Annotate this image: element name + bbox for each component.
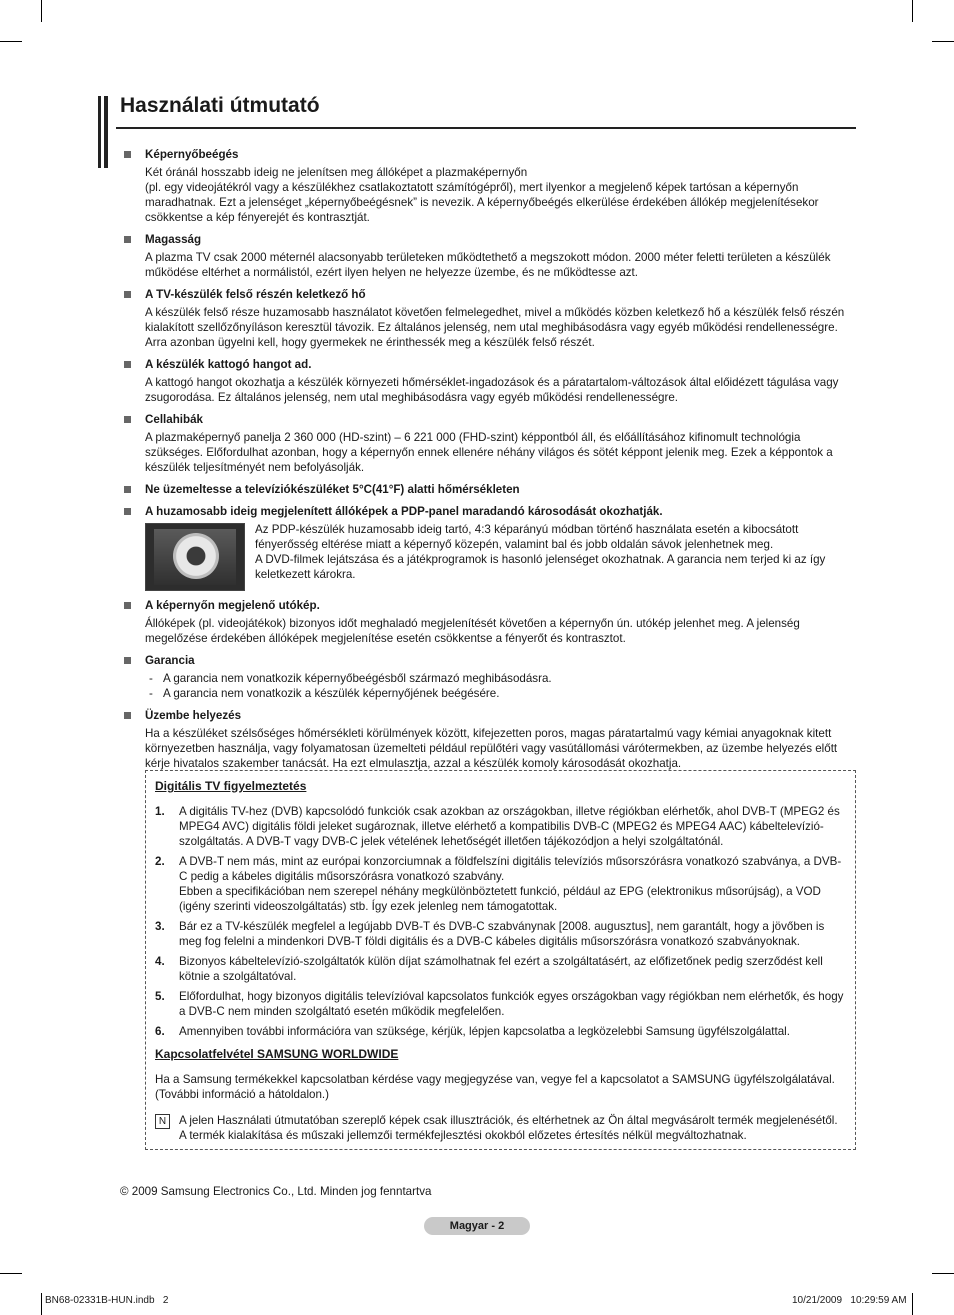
- numbered-item: [155, 989, 847, 1019]
- section-heading: Képernyőbeégés: [145, 148, 239, 161]
- note: [155, 1113, 847, 1143]
- item-body: [179, 919, 847, 949]
- section-text: A készülék felső része huzamosabb használatot követően felmelegedhet, mivel a működés közben keletkező hő a készülék felső részén kialakított szellőzőnyíláson keresztül távozik. Ez általános jelenség, nem utal meghibásodásra vagy egyéb működési rendellenességre. Arra azonban ügyelni kell, hogy gyermekek ne érinthessék meg a készülék felső részét.: [145, 306, 845, 349]
- crop-mark: [0, 41, 22, 42]
- crop-mark: [41, 0, 42, 22]
- section-altitude: [120, 232, 856, 280]
- item-number: 5.: [155, 990, 165, 1003]
- section-heading: Ne üzemeltesse a televíziókészüléket 5°C(41°F) alatti hőmérsékleten: [145, 483, 520, 496]
- square-bullet-icon: [124, 602, 131, 609]
- page-number-badge: Magyar - 2: [424, 1217, 530, 1235]
- item-body: [179, 854, 847, 914]
- section-text: Ha a készüléket szélsőséges hőmérsékleti körülmények között, kifejezetten poros, magas páratartalmú vagy kémiai anyagoknak kitett környezetben használja, vagy folyamatosan üzemelteti például repülőtéri vagy vasútállomási várótermekben, az üzembe helyezés előtt kérje hivatalos szakember tanácsát. Ha ezt elmulasztja, azzal a készülék komoly károsodását okozhatja.: [145, 727, 838, 770]
- section-text: A plazma TV csak 2000 méternél alacsonyabb területeken működtethető a megszokott módon. 2000 méter feletti területen a készülék működése eltérhet a normálistól, ezért ilyen helyen ne helyezze üzembe, és ne működtesse azt.: [145, 251, 831, 279]
- crop-mark: [912, 1293, 913, 1315]
- dash-bullet: -: [149, 687, 153, 700]
- square-bullet-icon: [124, 508, 131, 515]
- item-text: Ebben a specifikációban nem szerepel néhány megkülönböztetett funkció, például az EPG (elektronikus műsorújság), a VOD (igény szerinti videoszolgáltatás) stb. Így ezek jelenleg nem támogatottak.: [179, 885, 821, 913]
- content: [120, 147, 856, 1150]
- list-item-text: A garancia nem vonatkozik képernyőbeégésből származó meghibásodásra.: [163, 672, 552, 685]
- print-file-info: BN68-02331B-HUN.indb 2: [45, 1295, 169, 1306]
- section-body: [145, 375, 856, 405]
- box-heading: Digitális TV figyelmeztetés: [155, 779, 307, 793]
- section-temperature: [120, 482, 856, 497]
- section-heading: Garancia: [145, 654, 195, 667]
- numbered-item: [155, 919, 847, 949]
- title-accent-bar: [104, 96, 108, 168]
- section-text: Két óránál hosszabb ideig ne jelenítsen meg állóképet a plazmaképernyőn: [145, 166, 528, 179]
- section-body: [145, 726, 856, 771]
- tv-screen-picture: [154, 529, 236, 585]
- item-number: 1.: [155, 805, 165, 818]
- item-body: [179, 954, 847, 984]
- crop-mark: [0, 1273, 22, 1274]
- item-number: 4.: [155, 955, 165, 968]
- dash-bullet: -: [149, 672, 153, 685]
- item-text: Előfordulhat, hogy bizonyos digitális televízióval kapcsolatos funkciók egyes országokban vagy régiókban nem elérhetők, és hogy a DVB-C nem minden szolgáltató esetén működik megfelelően.: [179, 990, 844, 1018]
- title-accent-bar: [98, 96, 101, 168]
- list-item: [145, 686, 856, 701]
- crop-mark: [912, 0, 913, 22]
- section-text: Állóképek (pl. videojátékok) bizonyos időt meghaladó megjelenítését követően a képernyőn ún. utókép jelenhet meg. A jelenség megelőzése érdekében állóképek megjelenítése esetén csökkentse a fényerőt és kontrasztot.: [145, 617, 800, 645]
- section-heading: A TV-készülék felső részén keletkező hő: [145, 288, 366, 301]
- list-item: [145, 671, 856, 686]
- section-body: [145, 305, 856, 350]
- crop-mark: [932, 41, 954, 42]
- section-afterimage: [120, 598, 856, 646]
- square-bullet-icon: [124, 291, 131, 298]
- print-timestamp: 10/21/2009 10:29:59 AM: [792, 1295, 907, 1306]
- section-heading: A képernyőn megjelenő utókép.: [145, 599, 320, 612]
- section-heading: A huzamosabb ideig megjelenített állóképek a PDP-panel maradandó károsodását okozhatják.: [145, 505, 663, 518]
- section-heading: A készülék kattogó hangot ad.: [145, 358, 312, 371]
- item-text: A digitális TV-hez (DVB) kapcsolódó funkciók csak azokban az országokban, illetve régiókban elérhetők, ahol DVB-T (MPEG2 és MPEG4 AVC) digitális földi jeleket sugároznak, illetve elérhető a kompatibilis DVB-C (MPEG2 és MPEG4 AAC) kábeltelevízió-szolgáltatás. A DVB-T vagy DVB-C jelek vételének lehetőségét illetően tájékozódjon a helyi szolgáltatónál.: [179, 805, 840, 848]
- square-bullet-icon: [124, 151, 131, 158]
- dtv-notice-box: [145, 770, 856, 1150]
- contact-text: Ha a Samsung termékekkel kapcsolatban kérdése vagy megjegyzése van, vegye fel a kapcsolatot a SAMSUNG ügyfélszolgálatával. (További információ a hátoldalon.): [155, 1073, 835, 1101]
- crop-mark: [41, 1293, 42, 1315]
- item-text: A DVB-T nem más, mint az európai konzorciumnak a földfelszíni digitális televíziós műsorszórásra vonatkozó szabványa, a DVB-C pedig a kábeles digitális műsorszórásra vonatkozó szabvány.: [179, 855, 842, 883]
- square-bullet-icon: [124, 236, 131, 243]
- title-rule: [116, 127, 856, 129]
- square-bullet-icon: [124, 712, 131, 719]
- contact-heading: Kapcsolatfelvétel SAMSUNG WORLDWIDE: [155, 1047, 399, 1061]
- image-row: [145, 522, 856, 591]
- section-heading: Magasság: [145, 233, 202, 246]
- numbered-item: [155, 854, 847, 914]
- crop-mark: [932, 1273, 954, 1274]
- section-body: [145, 616, 856, 646]
- square-bullet-icon: [124, 361, 131, 368]
- numbered-item: [155, 1024, 847, 1039]
- section-still-images: [120, 504, 856, 591]
- section-text: A plazmaképernyő panelja 2 360 000 (HD-szint) – 6 221 000 (FHD-szint) képpontból áll, és előállításához kifinomult technológia szükséges. Előfordulhat azonban, hogy a képernyőn ennek ellenére néhány világos és sötét képpont jelenik meg. Ezek a képpontok a készülék teljesítményét nem befolyásolják.: [145, 431, 833, 474]
- section-text: (pl. egy videojátékról vagy a készülékhez csatlakoztatott számítógépről), mert ilyenkor a megjelenő képek tartósan a képernyőn maradhatnak. Ezt a jelenséget „képernyőbeégésnek” is nevezik. A képernyőbeégés elkerülése érdekében állókép megjelenítésekor csökkentse a kép fényerejét és kontrasztját.: [145, 181, 819, 224]
- section-body: [145, 430, 856, 475]
- item-body: [179, 989, 847, 1019]
- section-body: [145, 250, 856, 280]
- item-text: Amennyiben további információra van szüksége, kérjük, lépjen kapcsolatba a legközelebbi Samsung ügyfélszolgálattal.: [179, 1025, 790, 1038]
- item-text: Bizonyos kábeltelevízió-szolgáltatók külön díjat számolhatnak fel ezért a szolgáltatásért, az előfizetőnek pedig szerződést kell kötnie a szolgáltatóval.: [179, 955, 823, 983]
- list-item-text: A garancia nem vonatkozik a készülék képernyőjének beégésére.: [163, 687, 500, 700]
- image-caption: [255, 522, 856, 591]
- numbered-item: [155, 954, 847, 984]
- note-text: A jelen Használati útmutatóban szereplő képek csak illusztrációk, és eltérhetnek az Ön által megvásárolt termék megjelenésétől. A termék kialakítása és műszaki jellemzői termékfejlesztési okokból előzetes értesítés nélkül megváltozhatnak.: [179, 1114, 838, 1142]
- section-heading: Cellahibák: [145, 413, 203, 426]
- square-bullet-icon: [124, 486, 131, 493]
- flower-image: [173, 533, 219, 579]
- section-heading: Üzembe helyezés: [145, 709, 242, 722]
- item-number: 2.: [155, 855, 165, 868]
- square-bullet-icon: [124, 416, 131, 423]
- section-text: A kattogó hangot okozhatja a készülék környezeti hőmérséklet-ingadozások és a páratartalom-változások által előidézett tágulása vagy zsugorodása. Ez általános jelenség, nem utal meghibásodásra vagy egyéb működési rendellenességre.: [145, 376, 839, 404]
- page-title: Használati útmutató: [120, 94, 320, 117]
- section-body: [145, 165, 856, 225]
- square-bullet-icon: [124, 657, 131, 664]
- section-text: Az PDP-készülék huzamosabb ideig tartó, 4:3 képarányú módban történő használata esetén a kibocsátott fényerősség eltérése miatt a képernyő közepén, valamint bal és jobb oldalán sávok jelenhetnek meg.: [255, 523, 799, 551]
- tv-screen-illustration: [145, 523, 245, 591]
- item-number: 3.: [155, 920, 165, 933]
- section-installation: [120, 708, 856, 771]
- section-burn-in: [120, 147, 856, 225]
- section-cell-defects: [120, 412, 856, 475]
- item-text: Bár ez a TV-készülék megfelel a legújabb DVB-T és DVB-C szabványnak [2008. augusztus], nem garantált, hogy a jövőben is meg fog felelni a mindenkori DVB-T földi digitális és a DVB-C kábeles digitális műsorszórásra vonatkozó szabványoknak.: [179, 920, 825, 948]
- section-clicking: [120, 357, 856, 405]
- item-number: 6.: [155, 1025, 165, 1038]
- section-warranty: [120, 653, 856, 701]
- item-body: [179, 1024, 790, 1039]
- item-body: [179, 804, 847, 849]
- copyright: © 2009 Samsung Electronics Co., Ltd. Minden jog fenntartva: [120, 1185, 432, 1198]
- numbered-item: [155, 804, 847, 849]
- section-heat: [120, 287, 856, 350]
- warranty-list: [145, 671, 856, 701]
- section-text: A DVD-filmek lejátszása és a játékprogramok is hasonló jelenséget okozhatnak. A garancia nem terjed ki az így keletkezett károkra.: [255, 553, 826, 581]
- note-icon: N: [155, 1114, 170, 1129]
